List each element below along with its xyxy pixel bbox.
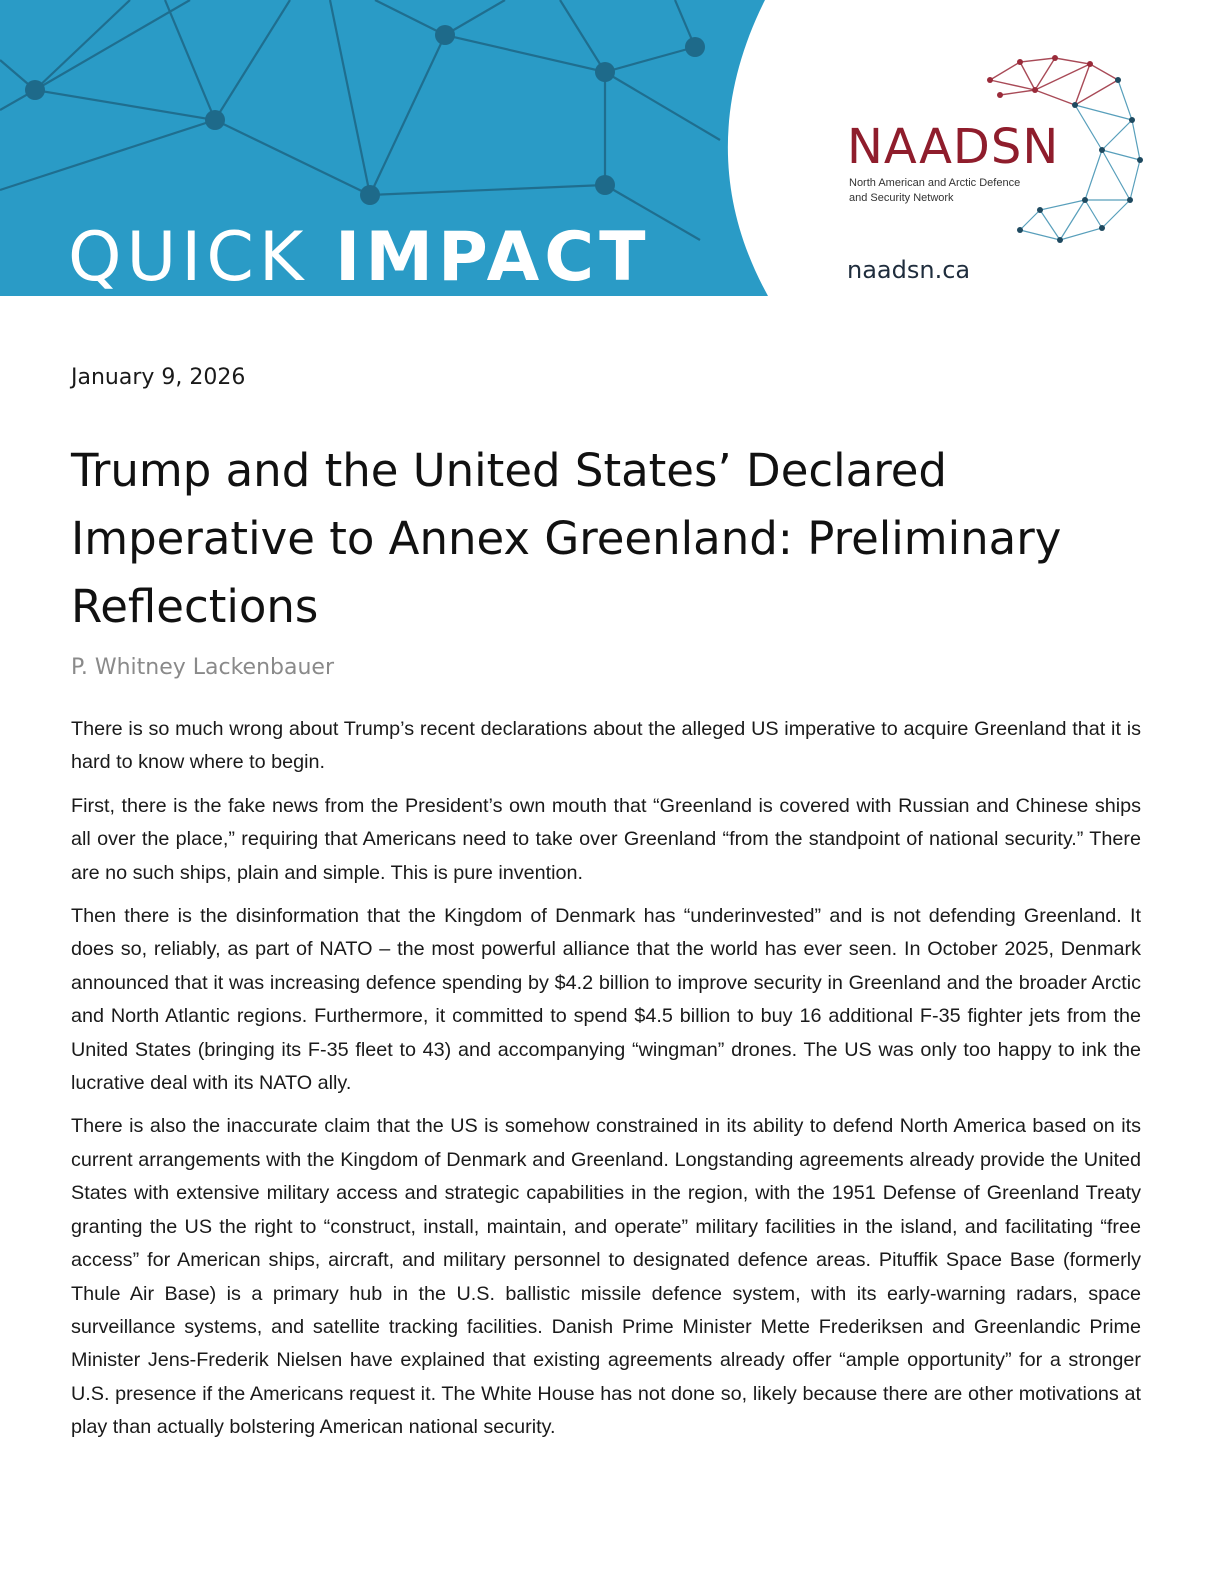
article-title: Trump and the United States’ Declared Imperative to Annex Greenland: Preliminary Reflections bbox=[71, 444, 1062, 633]
body-paragraph: There is so much wrong about Trump’s recent declarations about the alleged US imperative to acquire Greenland that it is hard to know where to begin. bbox=[71, 718, 1141, 774]
logo-tagline-line2: and Security Network bbox=[849, 192, 954, 204]
series-title bbox=[68, 220, 651, 296]
body-paragraph: Then there is the disinformation that the Kingdom of Denmark has “underinvested” and is not defending Greenland. It does so, reliably, as part of NATO – the most powerful alliance that the world has ever seen. In October 2025, Denmark announced that it was increasing defence spending by $4.2 billion to improve security in Greenland and the broader Arctic and North Atlantic regions. Furthermore, it committed to spend $4.5 billion to buy 16 additional F-35 fighter jets from the United States (bringing its F-35 fleet to 43) and accompanying “wingman” drones. The US was only too happy to ink the lucrative deal with its NATO ally. bbox=[71, 905, 1141, 1095]
body-paragraph: There is also the inaccurate claim that the US is somehow constrained in its ability to defend North America based on its current arrangements with the Kingdom of Denmark and Greenland. Longstanding agreements already provide the United States with extensive military access and strategic capabilities in the region, with the 1951 Defense of Greenland Treaty granting the US the right to “construct, install, maintain, and operate” military facilities in the island, and facilitating “free access” for American ships, aircraft, and military personnel to designated defence areas. Pituffik Space Base (formerly Thule Air Base) is a primary hub in the U.S. ballistic missile defence system, with its early-warning radars, space surveillance systems, and satellite tracking facilities. Danish Prime Minister Mette Frederiksen and Greenlandic Prime Minister Jens-Frederik Nielsen have explained that existing agreements already offer “ample opportunity” for a stronger U.S. presence if the Americans request it. The White House has not done so, likely because there are other motivations at play than actually bolstering American national security. bbox=[71, 1115, 1141, 1439]
logo-wordmark: NAADSN bbox=[847, 119, 1060, 175]
article bbox=[71, 360, 1141, 1455]
author-name: P. Whitney Lackenbauer bbox=[71, 655, 334, 680]
publication-date: January 9, 2026 bbox=[71, 365, 246, 390]
series-title-bold: IMPACT bbox=[335, 218, 651, 297]
series-title-light: QUICK bbox=[68, 218, 309, 297]
article-body bbox=[71, 713, 1141, 1445]
body-paragraph: First, there is the fake news from the President’s own mouth that “Greenland is covered with Russian and Chinese ships all over the place,” requiring that Americans need to take over Greenland “from the standpoint of national security.” There are no such ships, plain and simple. This is pure invention. bbox=[71, 794, 1141, 884]
naadsn-logo bbox=[840, 50, 1170, 250]
logo-tagline bbox=[849, 176, 1049, 206]
website-link[interactable]: naadsn.ca bbox=[847, 256, 971, 284]
logo-tagline-line1: North American and Arctic Defence bbox=[849, 177, 1021, 189]
